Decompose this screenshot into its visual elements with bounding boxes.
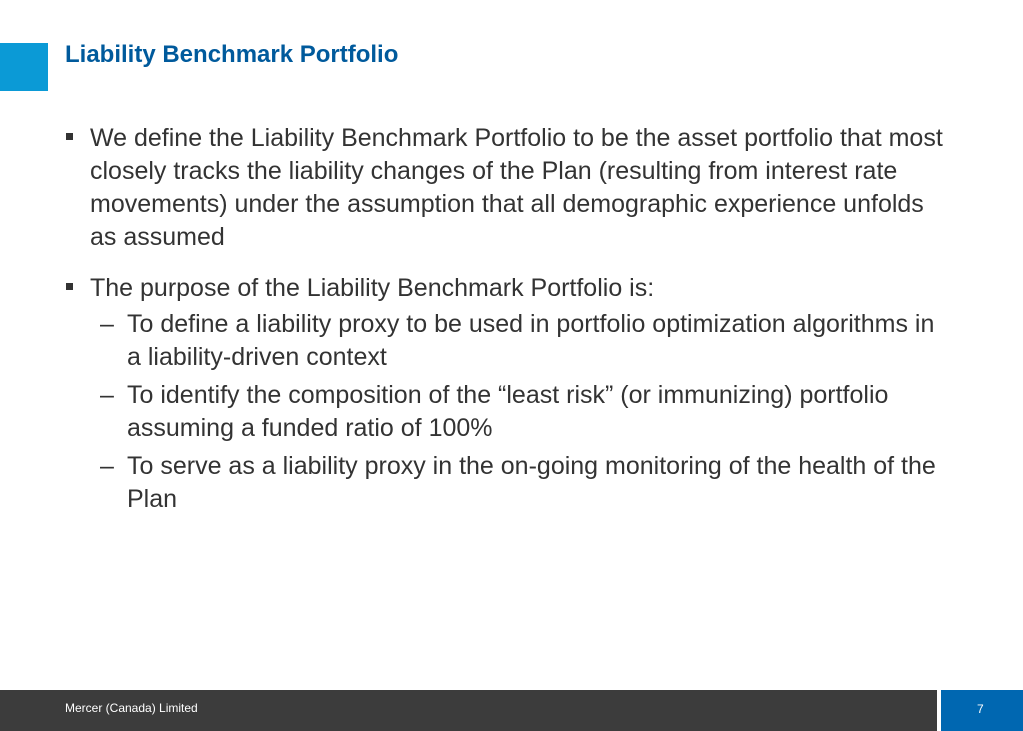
sub-bullet-item [90,450,954,516]
bullet-item [64,272,954,516]
square-bullet-icon [66,133,73,140]
footer-bar [0,690,937,731]
sub-bullet-text: To serve as a liability proxy in the on-going monitoring of the health of the Plan [127,452,936,513]
slide-content [64,122,954,516]
dash-bullet-icon: – [100,381,114,409]
page-number: 7 [977,702,984,716]
square-bullet-icon [66,283,73,290]
dash-bullet-icon: – [100,452,114,480]
page-number-box [941,690,1023,731]
sub-bullet-item [90,308,954,374]
sub-bullet-item [90,379,954,445]
slide-title: Liability Benchmark Portfolio [65,41,399,68]
bullet-text: The purpose of the Liability Benchmark Portfolio is: [90,274,655,302]
dash-bullet-icon: – [100,310,114,338]
accent-square [0,43,48,91]
sub-bullet-text: To define a liability proxy to be used in portfolio optimization algorithms in a liability-driven context [127,310,935,371]
sub-bullet-list [90,308,954,516]
footer-company: Mercer (Canada) Limited [65,701,198,715]
bullet-item [64,122,954,254]
bullet-text: We define the Liability Benchmark Portfolio to be the asset portfolio that most closely tracks the liability changes of the Plan (resulting from interest rate movements) under the assumption that all demographic experience unfolds as assumed [90,124,943,251]
sub-bullet-text: To identify the composition of the “least risk” (or immunizing) portfolio assuming a funded ratio of 100% [127,381,889,442]
